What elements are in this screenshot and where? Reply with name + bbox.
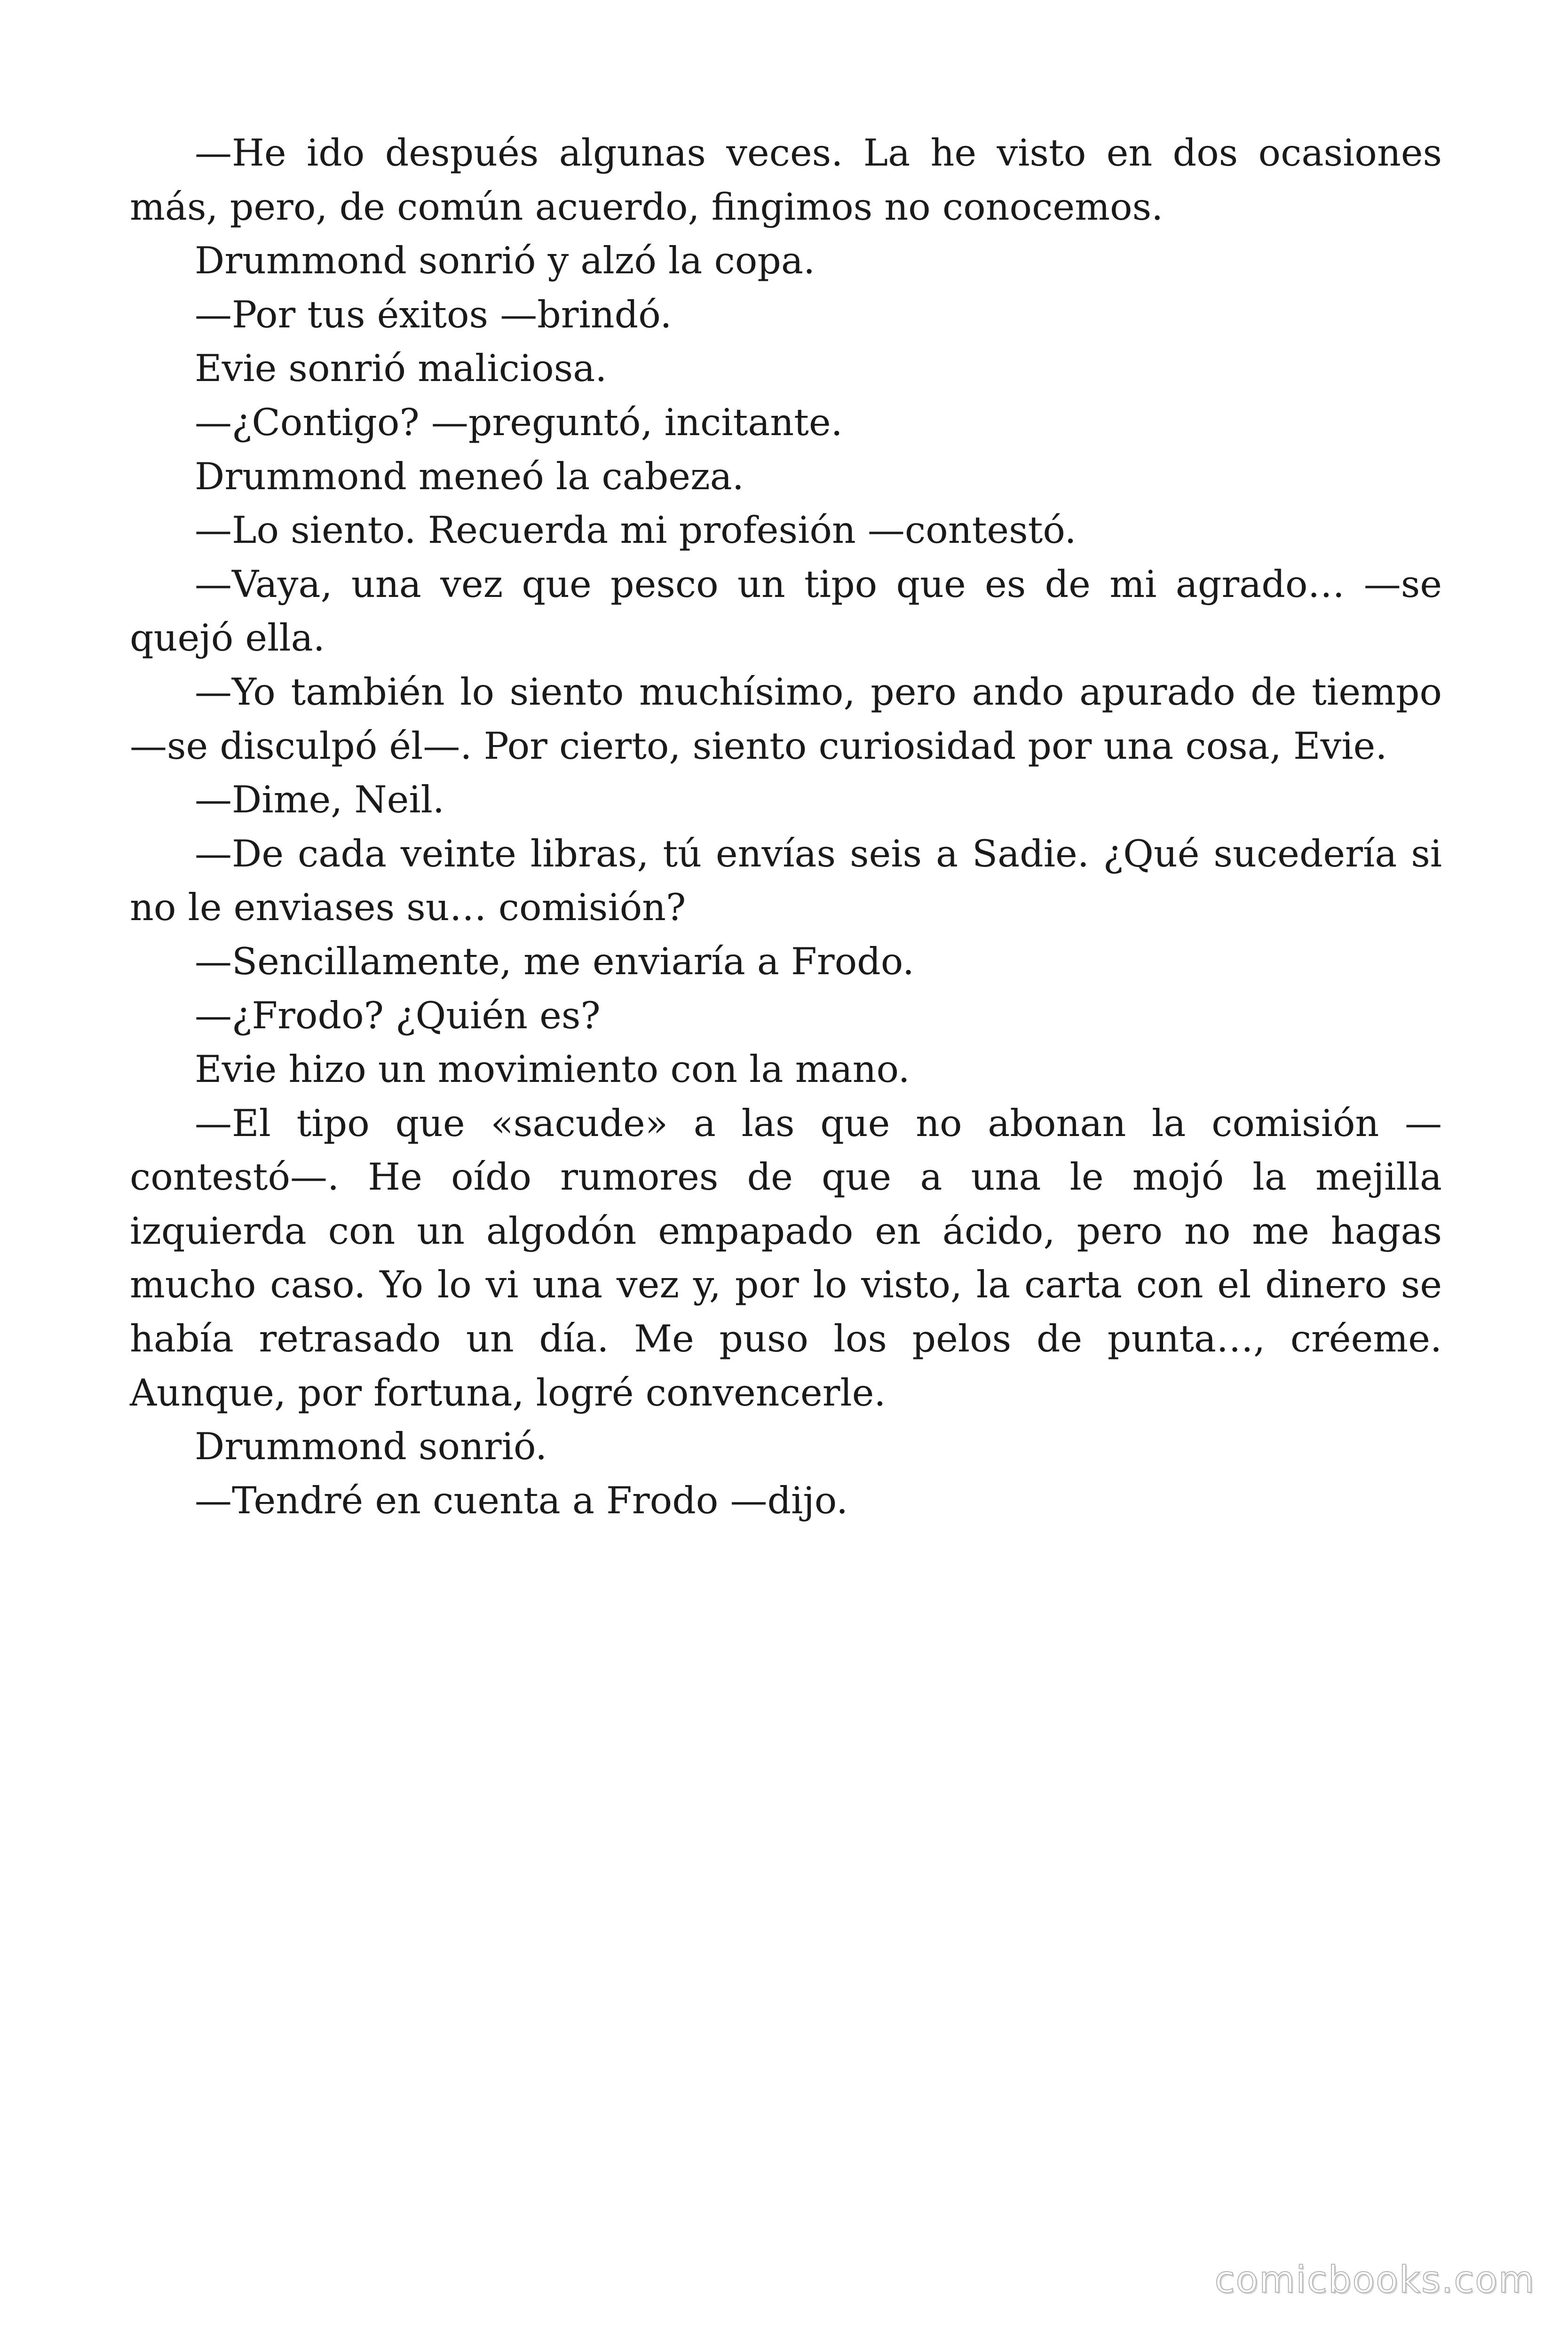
paragraph: Evie sonrió maliciosa.: [195, 347, 607, 390]
paragraph: —El tipo que «sacude» a las que no abonan la comisión —contestó—. He oído rumores de que a una le mojó la mejilla izquierda con un algodón empapado en ácido, pero no me hagas mucho caso. Yo lo vi una vez y, por lo visto, la carta con el dinero se había retrasado un día. Me puso los pelos de punta…, créeme. Aunque, por fortuna, logré convencerle.: [130, 1101, 1442, 1414]
paragraph: —¿Contigo? —preguntó, incitante.: [195, 400, 843, 444]
paragraph: —Por tus éxitos —brindó.: [195, 293, 672, 336]
paragraph: —Vaya, una vez que pesco un tipo que es de mi agrado… —se quejó ella.: [130, 562, 1442, 660]
paragraph: Drummond sonrió.: [195, 1425, 547, 1469]
paragraph: —Lo siento. Recuerda mi profesión —contestó.: [195, 509, 1077, 552]
paragraph: —Sencillamente, me enviaría a Frodo.: [195, 939, 915, 983]
paragraph: —De cada veinte libras, tú envías seis a Sadie. ¿Qué sucedería si no le enviases su… comisión?: [130, 832, 1442, 930]
paragraph: —He ido después algunas veces. La he visto en dos ocasiones más, pero, de común acuerdo, fingimos no conocemos.: [130, 131, 1442, 229]
paragraph: —Dime, Neil.: [195, 778, 445, 822]
paragraph: —Tendré en cuenta a Frodo —dijo.: [195, 1478, 848, 1522]
body-text: [130, 126, 1442, 1527]
paragraph: Evie hizo un movimiento con la mano.: [195, 1048, 910, 1091]
paragraph: —¿Frodo? ¿Quién es?: [195, 993, 601, 1037]
paragraph: Drummond meneó la cabeza.: [195, 454, 744, 498]
paragraph: —Yo también lo siento muchísimo, pero ando apurado de tiempo —se disculpó él—. Por cierto, siento curiosidad por una cosa, Evie.: [130, 670, 1442, 768]
watermark: comicbooks.com: [1214, 2259, 1535, 2301]
paragraph: Drummond sonrió y alzó la copa.: [195, 239, 816, 283]
